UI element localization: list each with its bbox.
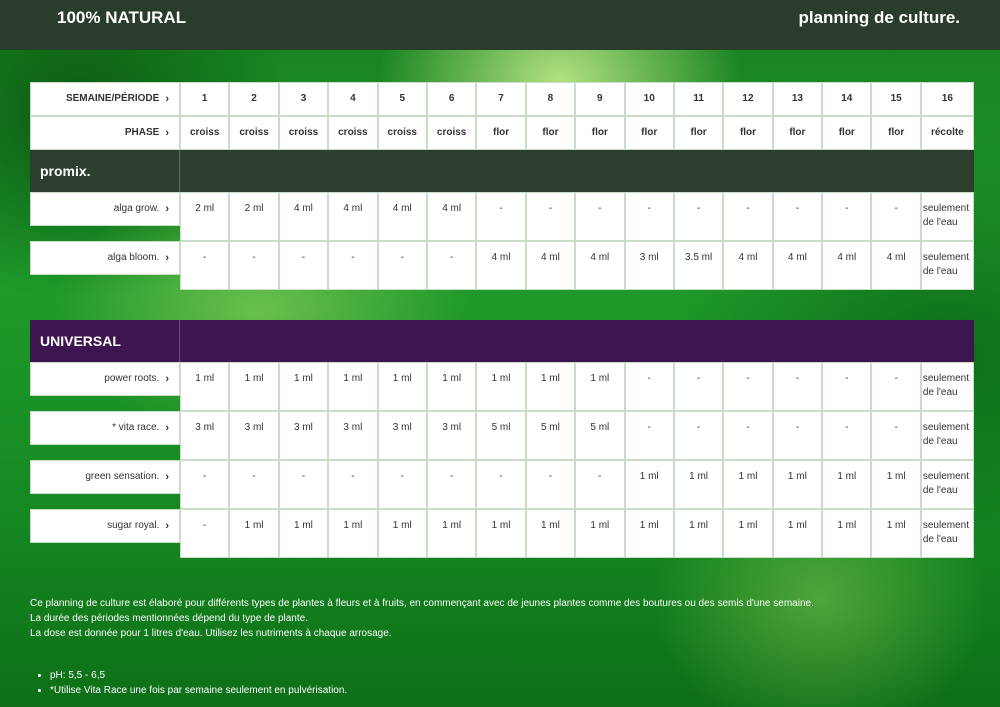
dose-cell: 1 ml: [378, 509, 427, 558]
dose-cell: -: [871, 192, 920, 241]
culture-schedule-table: [30, 82, 974, 558]
bullet-item: • pH: 5,5 - 6,5: [50, 668, 347, 683]
phase-name: croiss: [328, 116, 377, 150]
dose-cell: 3 ml: [279, 411, 328, 460]
dose-cell: 4 ml: [822, 241, 871, 290]
dose-cell: 1 ml: [279, 362, 328, 411]
dose-cell: 1 ml: [723, 460, 772, 509]
dose-cell: 1 ml: [378, 362, 427, 411]
dose-cell: -: [575, 192, 624, 241]
week-number: 14: [822, 82, 871, 116]
week-number: 4: [328, 82, 377, 116]
section-header-1: [30, 320, 974, 362]
dose-cell: -: [378, 460, 427, 509]
dose-cell: -: [723, 411, 772, 460]
dose-cell: 1 ml: [625, 509, 674, 558]
top-bar: [0, 0, 1000, 50]
phase-name: croiss: [427, 116, 476, 150]
dose-cell: 1 ml: [871, 509, 920, 558]
dose-cell: -: [822, 362, 871, 411]
dose-cell: -: [773, 411, 822, 460]
row-label: [30, 241, 180, 290]
week-number: 6: [427, 82, 476, 116]
dose-cell: -: [625, 362, 674, 411]
product-label: [30, 411, 180, 445]
chevron-right-icon: ›: [165, 373, 169, 385]
dose-cell: 1 ml: [674, 460, 723, 509]
phase-name: flor: [723, 116, 772, 150]
week-number: 7: [476, 82, 525, 116]
dose-cell: 4 ml: [378, 192, 427, 241]
chevron-right-icon: ›: [165, 252, 169, 264]
product-label: [30, 460, 180, 494]
product-label-text: alga bloom.: [107, 252, 160, 263]
week-number: 12: [723, 82, 772, 116]
dose-cell: 1 ml: [229, 509, 278, 558]
chevron-right-icon: ›: [165, 203, 169, 215]
dose-cell: 1 ml: [674, 509, 723, 558]
dose-cell: -: [773, 362, 822, 411]
notes: [30, 596, 814, 641]
dose-cell: 2 ml: [229, 192, 278, 241]
dose-cell: -: [427, 460, 476, 509]
dose-cell: 1 ml: [476, 509, 525, 558]
dose-cell: seulement de l'eau: [921, 411, 974, 460]
dose-cell: -: [476, 460, 525, 509]
week-number: 15: [871, 82, 920, 116]
dose-cell: -: [427, 241, 476, 290]
dose-cell: -: [180, 509, 229, 558]
dose-cell: -: [674, 362, 723, 411]
dose-cell: 1 ml: [575, 509, 624, 558]
dose-cell: 3 ml: [427, 411, 476, 460]
dose-cell: 1 ml: [773, 460, 822, 509]
week-number: 2: [229, 82, 278, 116]
phase-name: flor: [871, 116, 920, 150]
phase-name: récolte: [921, 116, 974, 150]
product-label: [30, 362, 180, 396]
dose-cell: -: [279, 241, 328, 290]
dose-cell: -: [871, 362, 920, 411]
note-line: La dose est donnée pour 1 litres d'eau. Utilisez les nutriments à chaque arrosage.: [30, 628, 392, 639]
week-header-label-text: SEMAINE/PÉRIODE: [65, 93, 160, 104]
dose-cell: -: [723, 192, 772, 241]
dose-cell: -: [773, 192, 822, 241]
row-label: [30, 192, 180, 241]
dose-cell: 4 ml: [526, 241, 575, 290]
note-line: Ce planning de culture est élaboré pour différents types de plantes à fleurs et à fruits, en commençant avec de jeunes plantes comme des boutures ou des semis d'une semaine.: [30, 598, 814, 609]
dose-cell: 1 ml: [526, 509, 575, 558]
product-label-text: power roots.: [104, 373, 160, 384]
chevron-right-icon: ›: [165, 93, 169, 105]
week-number: 16: [921, 82, 974, 116]
dose-cell: 3 ml: [378, 411, 427, 460]
phase-name: flor: [625, 116, 674, 150]
chevron-right-icon: ›: [165, 520, 169, 532]
bullet-item: • *Utilise Vita Race une fois par semaine seulement en pulvérisation.: [50, 683, 347, 698]
dose-cell: 4 ml: [575, 241, 624, 290]
dose-cell: -: [180, 241, 229, 290]
dose-cell: 1 ml: [180, 362, 229, 411]
dose-cell: 4 ml: [279, 192, 328, 241]
dose-cell: -: [476, 192, 525, 241]
product-label: [30, 509, 180, 543]
dose-cell: seulement de l'eau: [921, 460, 974, 509]
dose-cell: 1 ml: [723, 509, 772, 558]
dose-cell: -: [526, 460, 575, 509]
phase-name: flor: [476, 116, 525, 150]
dose-cell: 1 ml: [229, 362, 278, 411]
dose-cell: -: [674, 192, 723, 241]
dose-cell: -: [723, 362, 772, 411]
dose-cell: 3 ml: [625, 241, 674, 290]
dose-cell: -: [625, 411, 674, 460]
dose-cell: seulement de l'eau: [921, 509, 974, 558]
week-number: 11: [674, 82, 723, 116]
dose-cell: 2 ml: [180, 192, 229, 241]
week-header-label: [30, 82, 180, 116]
product-label-text: * vita race.: [112, 422, 160, 433]
dose-cell: -: [871, 411, 920, 460]
dose-cell: 1 ml: [526, 362, 575, 411]
dose-cell: -: [526, 192, 575, 241]
bullet-list: [30, 668, 347, 698]
week-number: 10: [625, 82, 674, 116]
dose-cell: 5 ml: [476, 411, 525, 460]
row-label: [30, 509, 180, 558]
phase-name: croiss: [229, 116, 278, 150]
dose-cell: 3 ml: [180, 411, 229, 460]
dose-cell: -: [328, 241, 377, 290]
phase-name: flor: [526, 116, 575, 150]
dose-cell: -: [822, 192, 871, 241]
chevron-right-icon: ›: [165, 471, 169, 483]
dose-cell: 1 ml: [822, 460, 871, 509]
dose-cell: 1 ml: [476, 362, 525, 411]
dose-cell: -: [229, 460, 278, 509]
phase-name: croiss: [180, 116, 229, 150]
dose-cell: -: [279, 460, 328, 509]
phase-name: flor: [575, 116, 624, 150]
dose-cell: 4 ml: [476, 241, 525, 290]
week-number: 3: [279, 82, 328, 116]
product-label: [30, 241, 180, 275]
dose-cell: -: [378, 241, 427, 290]
dose-cell: 1 ml: [328, 362, 377, 411]
dose-cell: 4 ml: [328, 192, 377, 241]
dose-cell: 5 ml: [526, 411, 575, 460]
phase-header-label: [30, 116, 180, 150]
dose-cell: 1 ml: [625, 460, 674, 509]
phase-name: flor: [674, 116, 723, 150]
dose-cell: seulement de l'eau: [921, 362, 974, 411]
dose-cell: -: [822, 411, 871, 460]
dose-cell: 1 ml: [279, 509, 328, 558]
note-line: La durée des périodes mentionnées dépend du type de plante.: [30, 613, 308, 624]
week-number: 9: [575, 82, 624, 116]
phase-header-label-text: PHASE: [124, 127, 160, 138]
dose-cell: seulement de l'eau: [921, 192, 974, 241]
brand-title: 100% NATURAL: [57, 8, 187, 27]
product-label-text: green sensation.: [85, 471, 160, 482]
dose-cell: -: [674, 411, 723, 460]
phase-name: flor: [773, 116, 822, 150]
dose-cell: 4 ml: [723, 241, 772, 290]
row-label: [30, 411, 180, 460]
dose-cell: 4 ml: [427, 192, 476, 241]
dose-cell: 3 ml: [229, 411, 278, 460]
dose-cell: 5 ml: [575, 411, 624, 460]
dose-cell: 1 ml: [822, 509, 871, 558]
week-number: 8: [526, 82, 575, 116]
phase-name: croiss: [279, 116, 328, 150]
section-name: promix.: [30, 150, 180, 192]
section-name: UNIVERSAL: [30, 320, 180, 362]
phase-name: flor: [822, 116, 871, 150]
dose-cell: 1 ml: [427, 362, 476, 411]
product-label-text: sugar royal.: [107, 520, 160, 531]
week-number: 13: [773, 82, 822, 116]
product-label-text: alga grow.: [113, 203, 160, 214]
dose-cell: 4 ml: [871, 241, 920, 290]
dose-cell: -: [180, 460, 229, 509]
dose-cell: -: [229, 241, 278, 290]
section-header-0: [30, 150, 974, 192]
week-number: 5: [378, 82, 427, 116]
dose-cell: seulement de l'eau: [921, 241, 974, 290]
dose-cell: 1 ml: [575, 362, 624, 411]
chevron-right-icon: ›: [165, 422, 169, 434]
dose-cell: 3 ml: [328, 411, 377, 460]
dose-cell: 4 ml: [773, 241, 822, 290]
page-title: planning de culture.: [798, 8, 960, 27]
dose-cell: -: [328, 460, 377, 509]
dose-cell: 3.5 ml: [674, 241, 723, 290]
section-spacer: [30, 290, 974, 320]
chevron-right-icon: ›: [165, 127, 169, 139]
dose-cell: 1 ml: [773, 509, 822, 558]
row-label: [30, 460, 180, 509]
row-label: [30, 362, 180, 411]
dose-cell: -: [575, 460, 624, 509]
dose-cell: 1 ml: [427, 509, 476, 558]
dose-cell: 1 ml: [328, 509, 377, 558]
dose-cell: -: [625, 192, 674, 241]
week-number: 1: [180, 82, 229, 116]
phase-name: croiss: [378, 116, 427, 150]
product-label: [30, 192, 180, 226]
dose-cell: 1 ml: [871, 460, 920, 509]
